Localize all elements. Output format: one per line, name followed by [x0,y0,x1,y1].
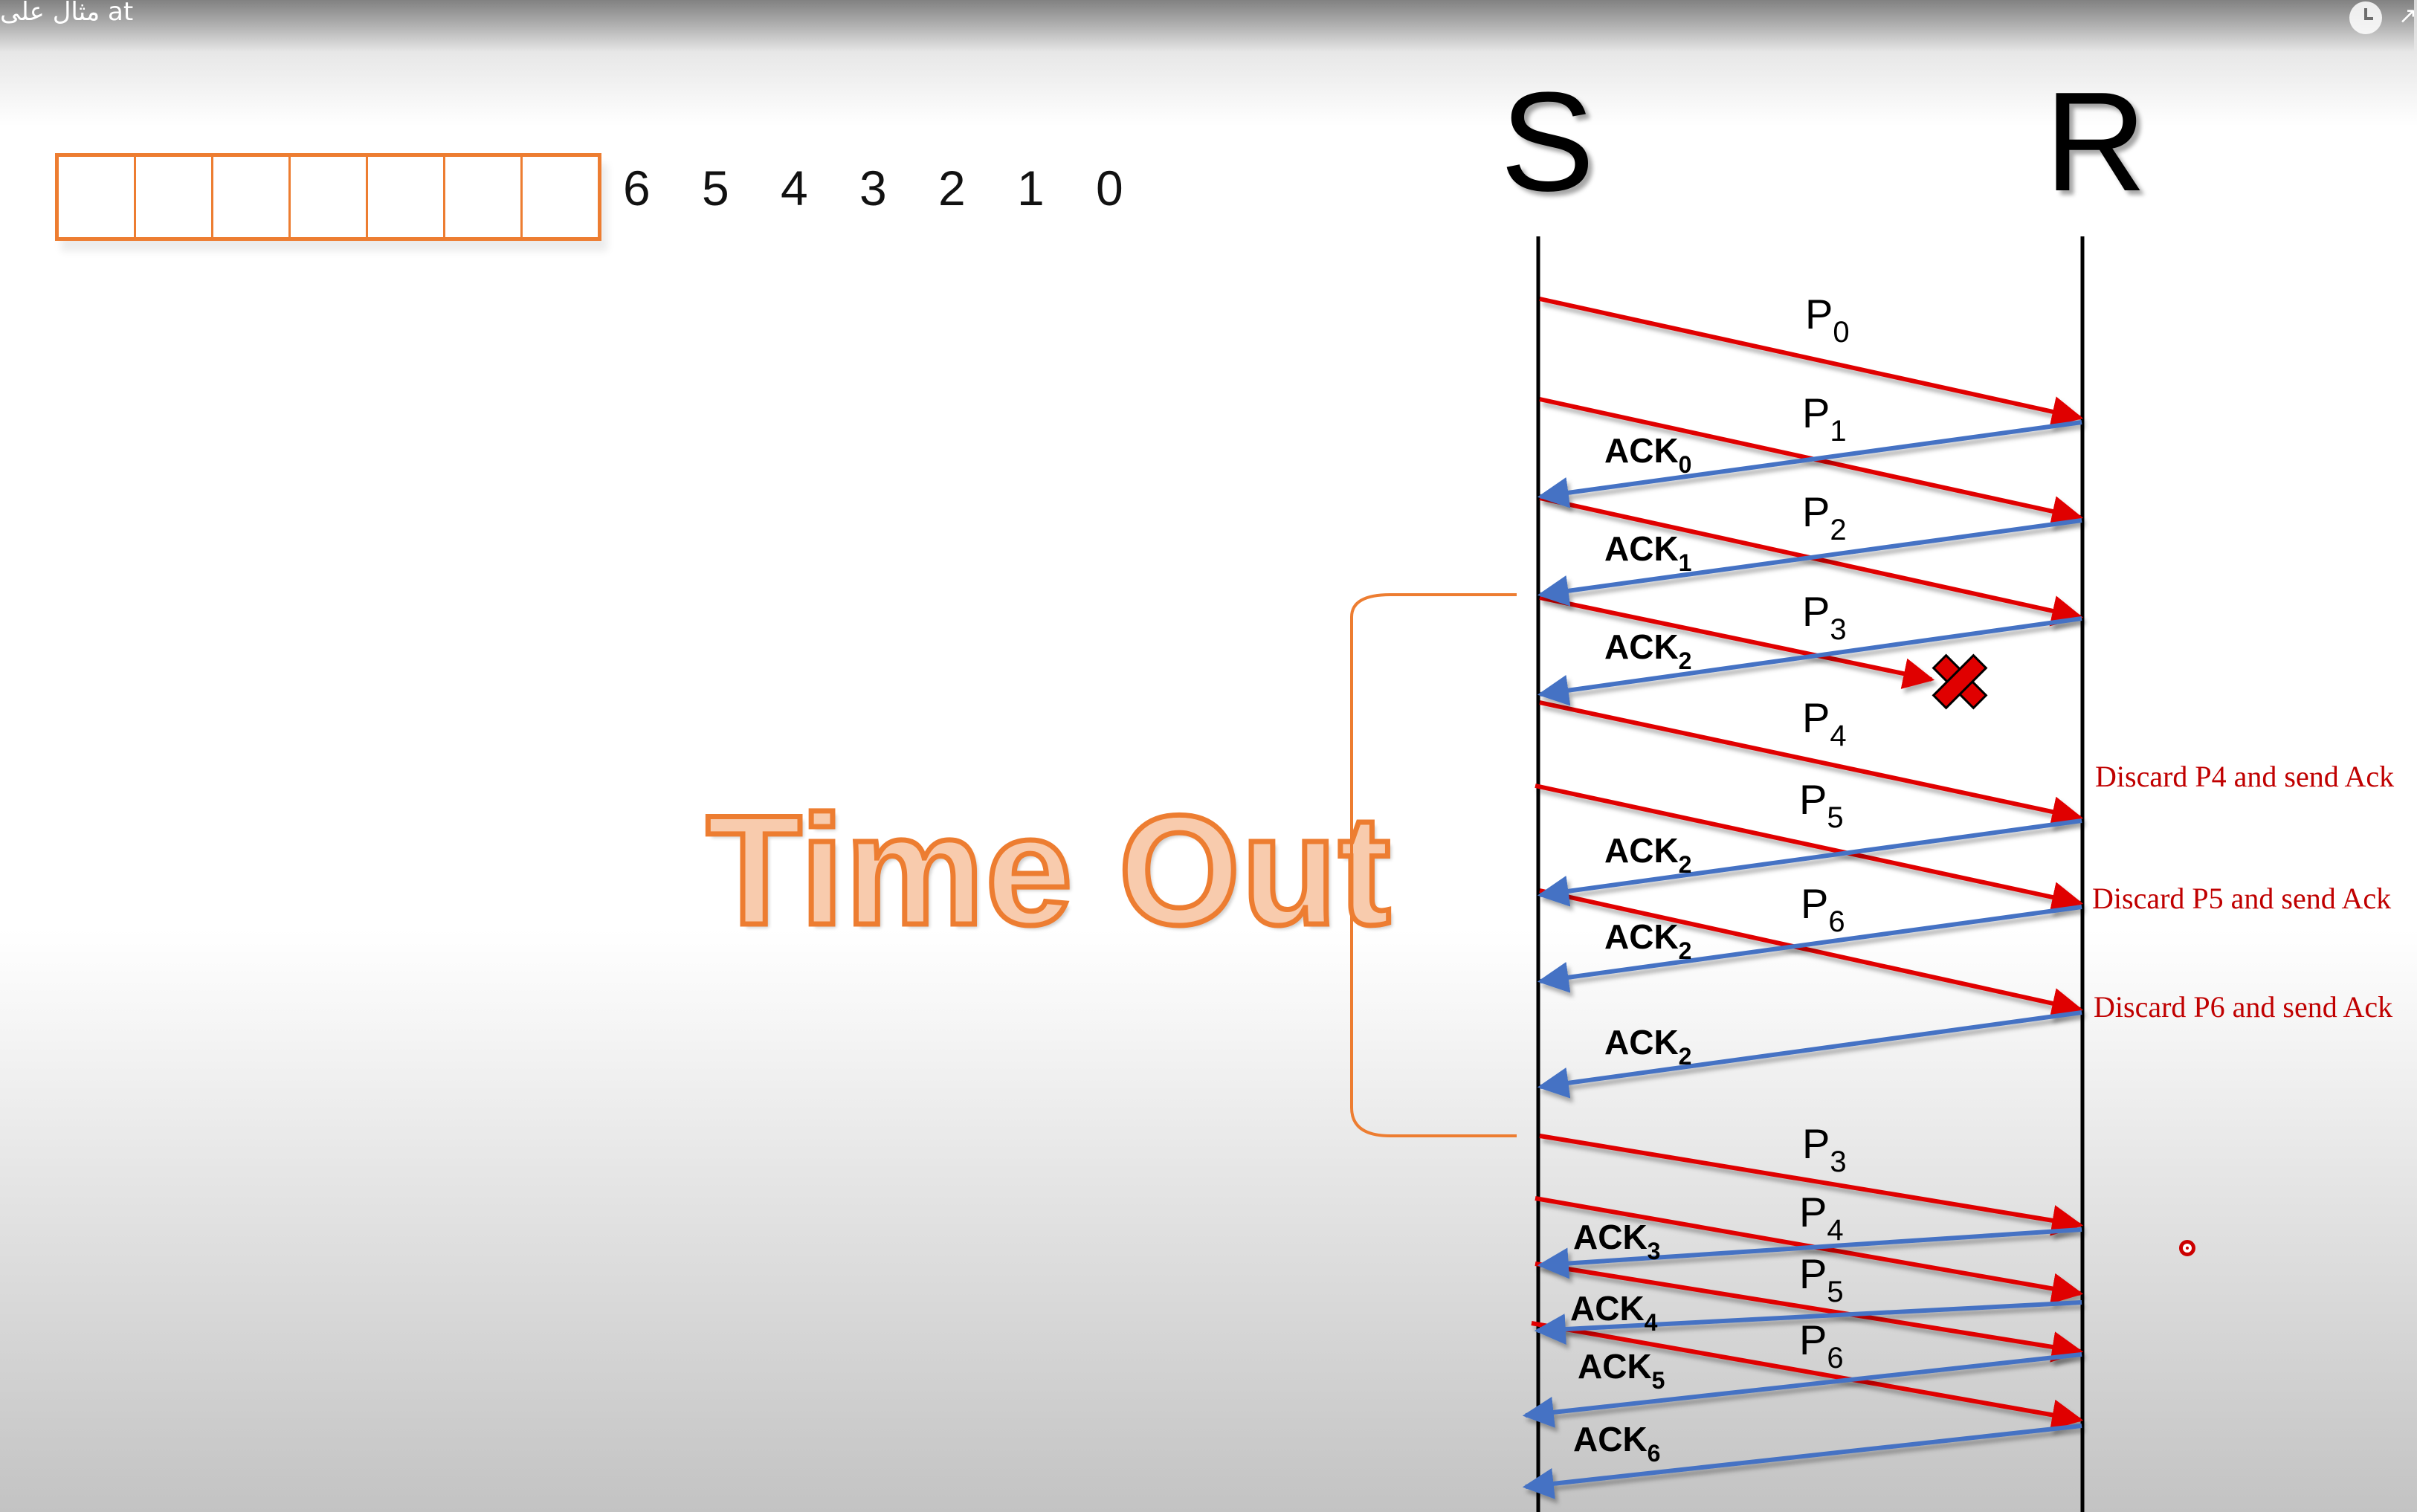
sequence-number: 3 [859,161,887,216]
ack-label: $ACK_2$ [1604,627,1692,674]
receiver-note: Discard P6 and send Ack [2094,990,2393,1024]
packet-label: $P_2$ [1802,488,1847,546]
ack-label: $ACK_0$ [1604,431,1692,478]
lost-packet-icon [1920,642,1999,721]
receiver-label: R [2045,63,2147,221]
ack-label: $ACK_3$ [1573,1218,1661,1264]
video-title: مثال على at [0,0,134,27]
packet-label: $P_3$ [1802,588,1847,646]
sender-label: S [1500,63,1595,221]
share-icon[interactable]: ↗ [2398,4,2417,28]
sequence-number: 4 [781,161,808,216]
ack-label: $ACK_2$ [1604,1023,1692,1070]
packet-label: $P_1$ [1802,390,1847,448]
sequence-number: 1 [1017,161,1045,216]
packet-label: $P_3$ [1802,1120,1847,1178]
sequence-number: 6 [623,161,651,216]
packet-label: $P_6$ [1801,880,1845,938]
ack-label: $ACK_1$ [1604,529,1692,576]
sequence-number: 0 [1096,161,1123,216]
receiver-note: Discard P4 and send Ack [2095,760,2395,793]
timeout-bracket [1352,595,1517,1136]
packet-label: $P_6$ [1799,1316,1844,1374]
packet-label: $P_0$ [1805,291,1850,349]
laser-pointer-icon [2179,1240,2195,1256]
packet-label: $P_4$ [1802,694,1847,752]
receiver-note: Discard P5 and send Ack [2092,882,2392,915]
packet-label: $P_5$ [1799,1250,1844,1308]
ack-label: $ACK_2$ [1604,831,1692,878]
sequence-number: 2 [938,161,966,216]
ack-label: $ACK_6$ [1573,1420,1661,1467]
sequence-number: 5 [702,161,729,216]
ack-label: $ACK_5$ [1578,1347,1665,1394]
packet-label: $P_5$ [1799,776,1844,834]
packet-label: $P_4$ [1799,1189,1844,1247]
ack-label: $ACK_2$ [1604,917,1692,964]
ack-label: $ACK_4$ [1570,1289,1658,1336]
timeout-label: Time Out [706,783,1393,957]
